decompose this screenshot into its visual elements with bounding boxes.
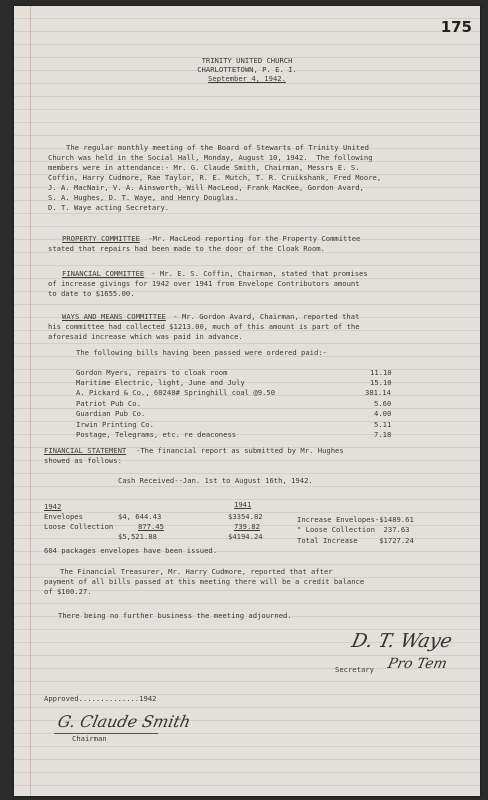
bill-amount: 11.10 — [370, 368, 392, 377]
bill-label: Guardian Pub Co. — [76, 409, 146, 418]
ways-line: aforesaid increase which was paid in advance. — [48, 332, 243, 341]
statement-line: showed as follows: — [44, 456, 122, 465]
loose-1941: 739.82 — [234, 522, 260, 531]
ways-line: his committee had collected $1213.00, much of this amount is part of the — [48, 322, 360, 331]
statement-heading: FINANCIAL STATEMENT — [44, 446, 127, 455]
ways-line: - Mr. Gordon Avard, Chairman, reported that — [169, 312, 360, 321]
bill-label: Patriot Pub Co. — [76, 399, 141, 408]
intro-line: Church was held in the Social Hall, Monday, August 10, 1942. The following — [48, 153, 373, 162]
bill-amount: 381.14 — [365, 388, 391, 397]
packages-note: 604 packages envelopes have been issued. — [44, 546, 218, 555]
bill-amount: 4.00 — [374, 409, 392, 418]
intro-line: J. A. MacNair, V. A. Ainsworth, Will MacLeod, Frank MacKee, Gordon Avard, — [48, 183, 364, 192]
loose-collection-label: Loose Collection — [44, 522, 114, 531]
bill-amount: 7.18 — [374, 430, 392, 439]
increase-total: Total Increase $1727.24 — [297, 536, 414, 545]
year-1942: 1942 — [44, 502, 62, 511]
intro-line: members were in attendance:- Mr. G. Claude Smith, Chairman, Messrs E. S. — [48, 163, 360, 172]
bill-amount: 15.10 — [370, 378, 392, 387]
bill-label: Postage, Telegrams, etc. re deaconess — [76, 430, 237, 439]
minutes-page — [14, 6, 480, 796]
pro-tem: Pro Tem — [386, 656, 449, 672]
header-church: TRINITY UNITED CHURCH — [201, 56, 293, 65]
envelopes-1942: $4, 644.43 — [118, 512, 162, 521]
treasurer-line: The Financial Treasurer, Mr. Harry Cudmore, reported that after — [60, 567, 333, 576]
margin-line — [30, 6, 31, 796]
bill-label: Maritime Electric, light, June and July — [76, 378, 245, 387]
total-1941: $4194.24 — [228, 532, 263, 541]
bill-label: Gordon Myers, repairs to cloak room — [76, 368, 228, 377]
intro-line: Coffin, Harry Cudmore, Rae Taylor, R. E. Mutch, T. R. Cruikshank, Fred Moore, — [48, 173, 382, 182]
increase-envelopes: Increase Envelopes-$1489.61 — [297, 515, 414, 524]
loose-1942: 877.45 — [138, 522, 164, 531]
intro-line: The regular monthly meeting of the Board of Stewarts of Trinity United — [66, 143, 369, 152]
year-1941: 1941 — [234, 500, 252, 509]
total-1942: $5,521.88 — [118, 532, 157, 541]
financial-line: of increase givings for 1942 over 1941 from Envelope Contributors amount — [48, 279, 360, 288]
page-number: 175 — [440, 18, 472, 36]
header-city: CHARLOTTETOWN, P. E. I. — [197, 65, 297, 74]
property-heading: PROPERTY COMMITTEE — [62, 234, 140, 243]
financial-line: - Mr. E. S. Coffin, Chairman, stated that promises — [147, 269, 368, 278]
bill-label: Irwin Printing Co. — [76, 420, 154, 429]
header-date: September 4, 1942. — [208, 74, 286, 83]
bill-amount: 5.11 — [374, 420, 392, 429]
bills-intro: The following bills having been passed were ordered paid:- — [76, 348, 327, 357]
financial-heading: FINANCIAL COMMITTEE — [62, 269, 145, 278]
approved-line: Approved..............1942 — [44, 694, 157, 703]
financial-line: to date to $1655.00. — [48, 289, 135, 298]
intro-line: S. A. Hughes, D. T. Waye, and Henry Douglas. — [48, 193, 239, 202]
treasurer-line: of $100.27. — [44, 587, 92, 596]
chairman-signature: G. Claude Smith — [55, 712, 193, 731]
envelopes-label: Envelopes — [44, 512, 83, 521]
increase-loose: " Loose Collection 237.63 — [297, 525, 410, 534]
bill-label: A. Pickard & Co., 60240# Springhill coal @9.50 — [76, 388, 276, 397]
statement-line: -The financial report as submitted by Mr. Hughes — [136, 446, 344, 455]
chairman-label: Chairman — [72, 734, 107, 743]
envelopes-1941: $3354.82 — [228, 512, 263, 521]
secretary-signature: D. T. Waye — [349, 630, 455, 652]
property-line: -Mr. MacLeod reporting for the Property Committee — [144, 234, 361, 243]
cash-received-title: Cash Received--Jan. 1st to August 16th, 1942. — [118, 476, 313, 485]
ways-heading: WAYS AND MEANS COMMITTEE — [62, 312, 166, 321]
adjourned-note: There being no further business the meeting adjourned. — [58, 611, 292, 620]
treasurer-line: payment of all bills passed at this meeting there will be a credit balance — [44, 577, 365, 586]
secretary-label: Secretary — [335, 665, 374, 674]
intro-line: D. T. Waye acting Secretary. — [48, 203, 170, 212]
bill-amount: 5.60 — [374, 399, 392, 408]
property-line: stated that repairs had been made to the door of the Cloak Room. — [48, 244, 325, 253]
